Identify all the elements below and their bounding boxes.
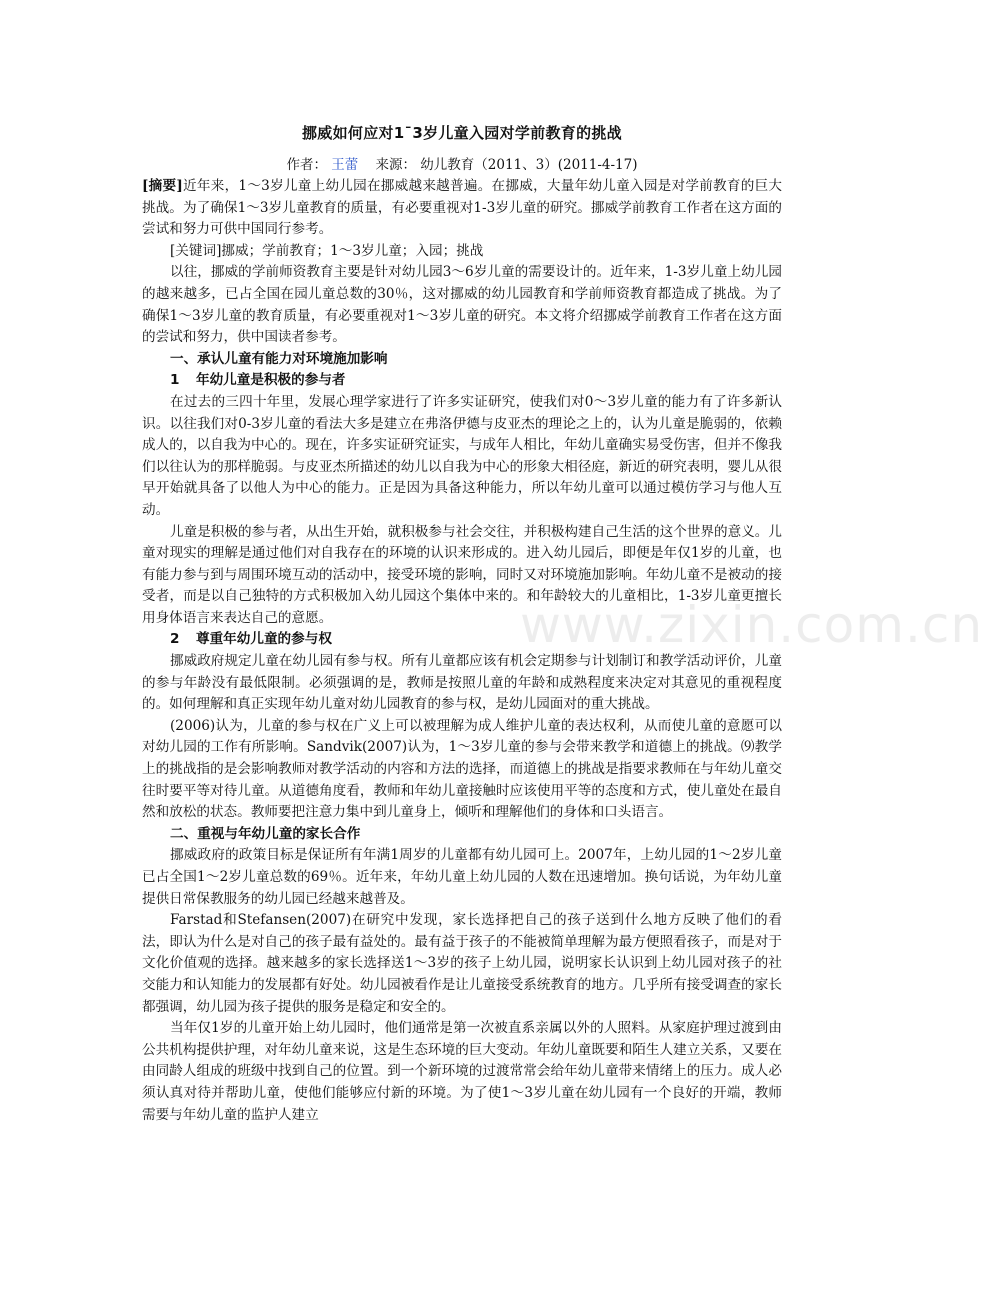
abstract-text: 近年来，1～3岁儿童上幼儿园在挪威越来越普遍。在挪威，大量年幼儿童入园是对学前教育的巨大挑战。为了确保1～3岁儿童教育的质量，有必要重视对1-3岁儿童的研究。挪威学前教育工作者在这方面的尝试和努力可供中国同行参考。: [142, 178, 783, 238]
section1-heading: 一、承认儿童有能力对环境施加影响: [170, 350, 388, 367]
section2-paragraph-2: Farstad和Stefansen(2007)在研究中发现，家长选择把自己的孩子送到什么地方反映了他们的看法，即认为什么是对自己的孩子最有益处的。最有益于孩子的不能被简单理解为最方便照看孩子，而是对于文化价值观的选择。越来越多的家长选择送1～3岁的孩子上幼儿园，说明家长认识到上幼儿园对孩子的社交能力和认知能力的发展都有好处。幼儿园被看作是让儿童接受系统教育的地方。几乎所有接受调查的家长都强调，幼儿园为孩子提供的服务是稳定和安全的。: [142, 912, 782, 1015]
source-value: 幼儿教育（2011、3）(2011-4-17): [420, 157, 638, 173]
section1-sub2-paragraph-1: 挪威政府规定儿童在幼儿园有参与权。所有儿童都应该有机会定期参与计划制订和教学活动评价，儿童的参与年龄没有最低限制。必须强调的是，教师是按照儿童的年龄和成熟程度来决定对其意见的重视程度的。如何理解和真正实现年幼儿童对幼儿园教育的参与权，是幼儿园面对的重大挑战。: [142, 653, 782, 713]
document-title: 挪威如何应对1¯3岁儿童入园对学前教育的挑战: [302, 124, 622, 142]
section1-sub2-number: 2: [170, 631, 180, 648]
abstract-paragraph: [142, 176, 782, 241]
source-label: 来源：: [375, 157, 416, 173]
keywords-text: 挪威；学前教育；1～3岁儿童；入园；挑战: [221, 242, 484, 259]
abstract-label: [摘要]: [142, 178, 183, 194]
intro-paragraph: 以往，挪威的学前师资教育主要是针对幼儿园3～6岁儿童的需要设计的。近年来，1-3岁儿童上幼儿园的越来越多，已占全国在园儿童总数的30％，这对挪威的幼儿园教育和学前师资教育都造成了挑战。为了确保1～3岁儿童的教育质量，有必要重视对1～3岁儿童的研究。本文将介绍挪威学前教育工作者在这方面的尝试和努力，供中国读者参考。: [142, 264, 782, 346]
byline: [142, 153, 782, 173]
section1-sub2-title: 尊重年幼儿童的参与权: [196, 631, 332, 648]
author-name-link[interactable]: 王蕾: [331, 157, 359, 173]
site-watermark: www.zixin.com.cn: [520, 596, 983, 654]
section1-sub1-number: 1: [170, 372, 180, 389]
section1-sub1-paragraph-2: 儿童是积极的参与者，从出生开始，就积极参与社会交往，并积极构建自己生活的这个世界的意义。儿童对现实的理解是通过他们对自我存在的环境的认识来形成的。进入幼儿园后，即便是年仅1岁的儿童，也有能力参与到与周围环境互动的活动中，接受环境的影响，同时又对环境施加影响。年幼儿童不是被动的接受者，而是以自己独特的方式积极加入幼儿园这个集体中来的。和年龄较大的儿童相比，1-3岁儿童更擅长用身体语言来表达自己的意愿。: [142, 523, 782, 626]
section1-sub1-title: 年幼儿童是积极的参与者: [196, 372, 346, 389]
keywords-label: [关键词]: [170, 242, 222, 259]
section2-heading: 二、重视与年幼儿童的家长合作: [170, 825, 361, 842]
section1-sub2-paragraph-2: (2006)认为，儿童的参与权在广义上可以被理解为成人维护儿童的表达权利，从而使儿童的意愿可以对幼儿园的工作有所影响。Sandvik(2007)认为，1～3岁儿童的参与会带来教学和道德上的挑战。⑼教学上的挑战指的是会影响教师对教学活动的内容和方法的选择，而道德上的挑战是指要求教师在与年幼儿童交往时要平等对待儿童。从道德角度看，教师和年幼儿童接触时应该使用平等的态度和方式，使儿童处在最自然和放松的状态。教师要把注意力集中到儿童身上，倾听和理解他们的身体和口头语言。: [142, 717, 782, 821]
section1-sub1-heading: [142, 370, 782, 392]
keywords-paragraph: [142, 241, 782, 263]
section1-sub1-paragraph-1: 在过去的三四十年里，发展心理学家进行了许多实证研究，使我们对0～3岁儿童的能力有了许多新认识。以往我们对0-3岁儿童的看法大多是建立在弗洛伊德与皮亚杰的理论之上的，认为儿童是脆弱的，依赖成人的，以自我为中心的。现在，许多实证研究证实，与成年人相比，年幼儿童确实易受伤害，但并不像我们以往认为的那样脆弱。与皮亚杰所描述的幼儿以自我为中心的形象大相径庭，新近的研究表明，婴儿从很早开始就具备了以他人为中心的能力。正是因为具备这种能力，所以年幼儿童可以通过模仿学习与他人互动。: [142, 393, 782, 518]
author-label: 作者：: [286, 157, 327, 173]
section2-paragraph-3: 当年仅1岁的儿童开始上幼儿园时，他们通常是第一次被直系亲属以外的人照料。从家庭护理过渡到由公共机构提供护理，对年幼儿童来说，这是生态环境的巨大变动。年幼儿童既要和陌生人建立关系，又要在由同龄人组成的班级中找到自己的位置。到一个新环境的过渡常常会给年幼儿童带来情绪上的压力。成人必须认真对待并帮助儿童，使他们能够应付新的环境。为了使1～3岁儿童在幼儿园有一个良好的开端，教师需要与年幼儿童的监护人建立: [142, 1020, 782, 1123]
section2-paragraph-1: 挪威政府的政策目标是保证所有年满1周岁的儿童都有幼儿园可上。2007年，上幼儿园的1～2岁儿童已占全国1～2岁儿童总数的69％。近年来，年幼儿童上幼儿园的人数在迅速增加。换句话说，为年幼儿童提供日常保教服务的幼儿园已经越来越普及。: [142, 847, 782, 907]
